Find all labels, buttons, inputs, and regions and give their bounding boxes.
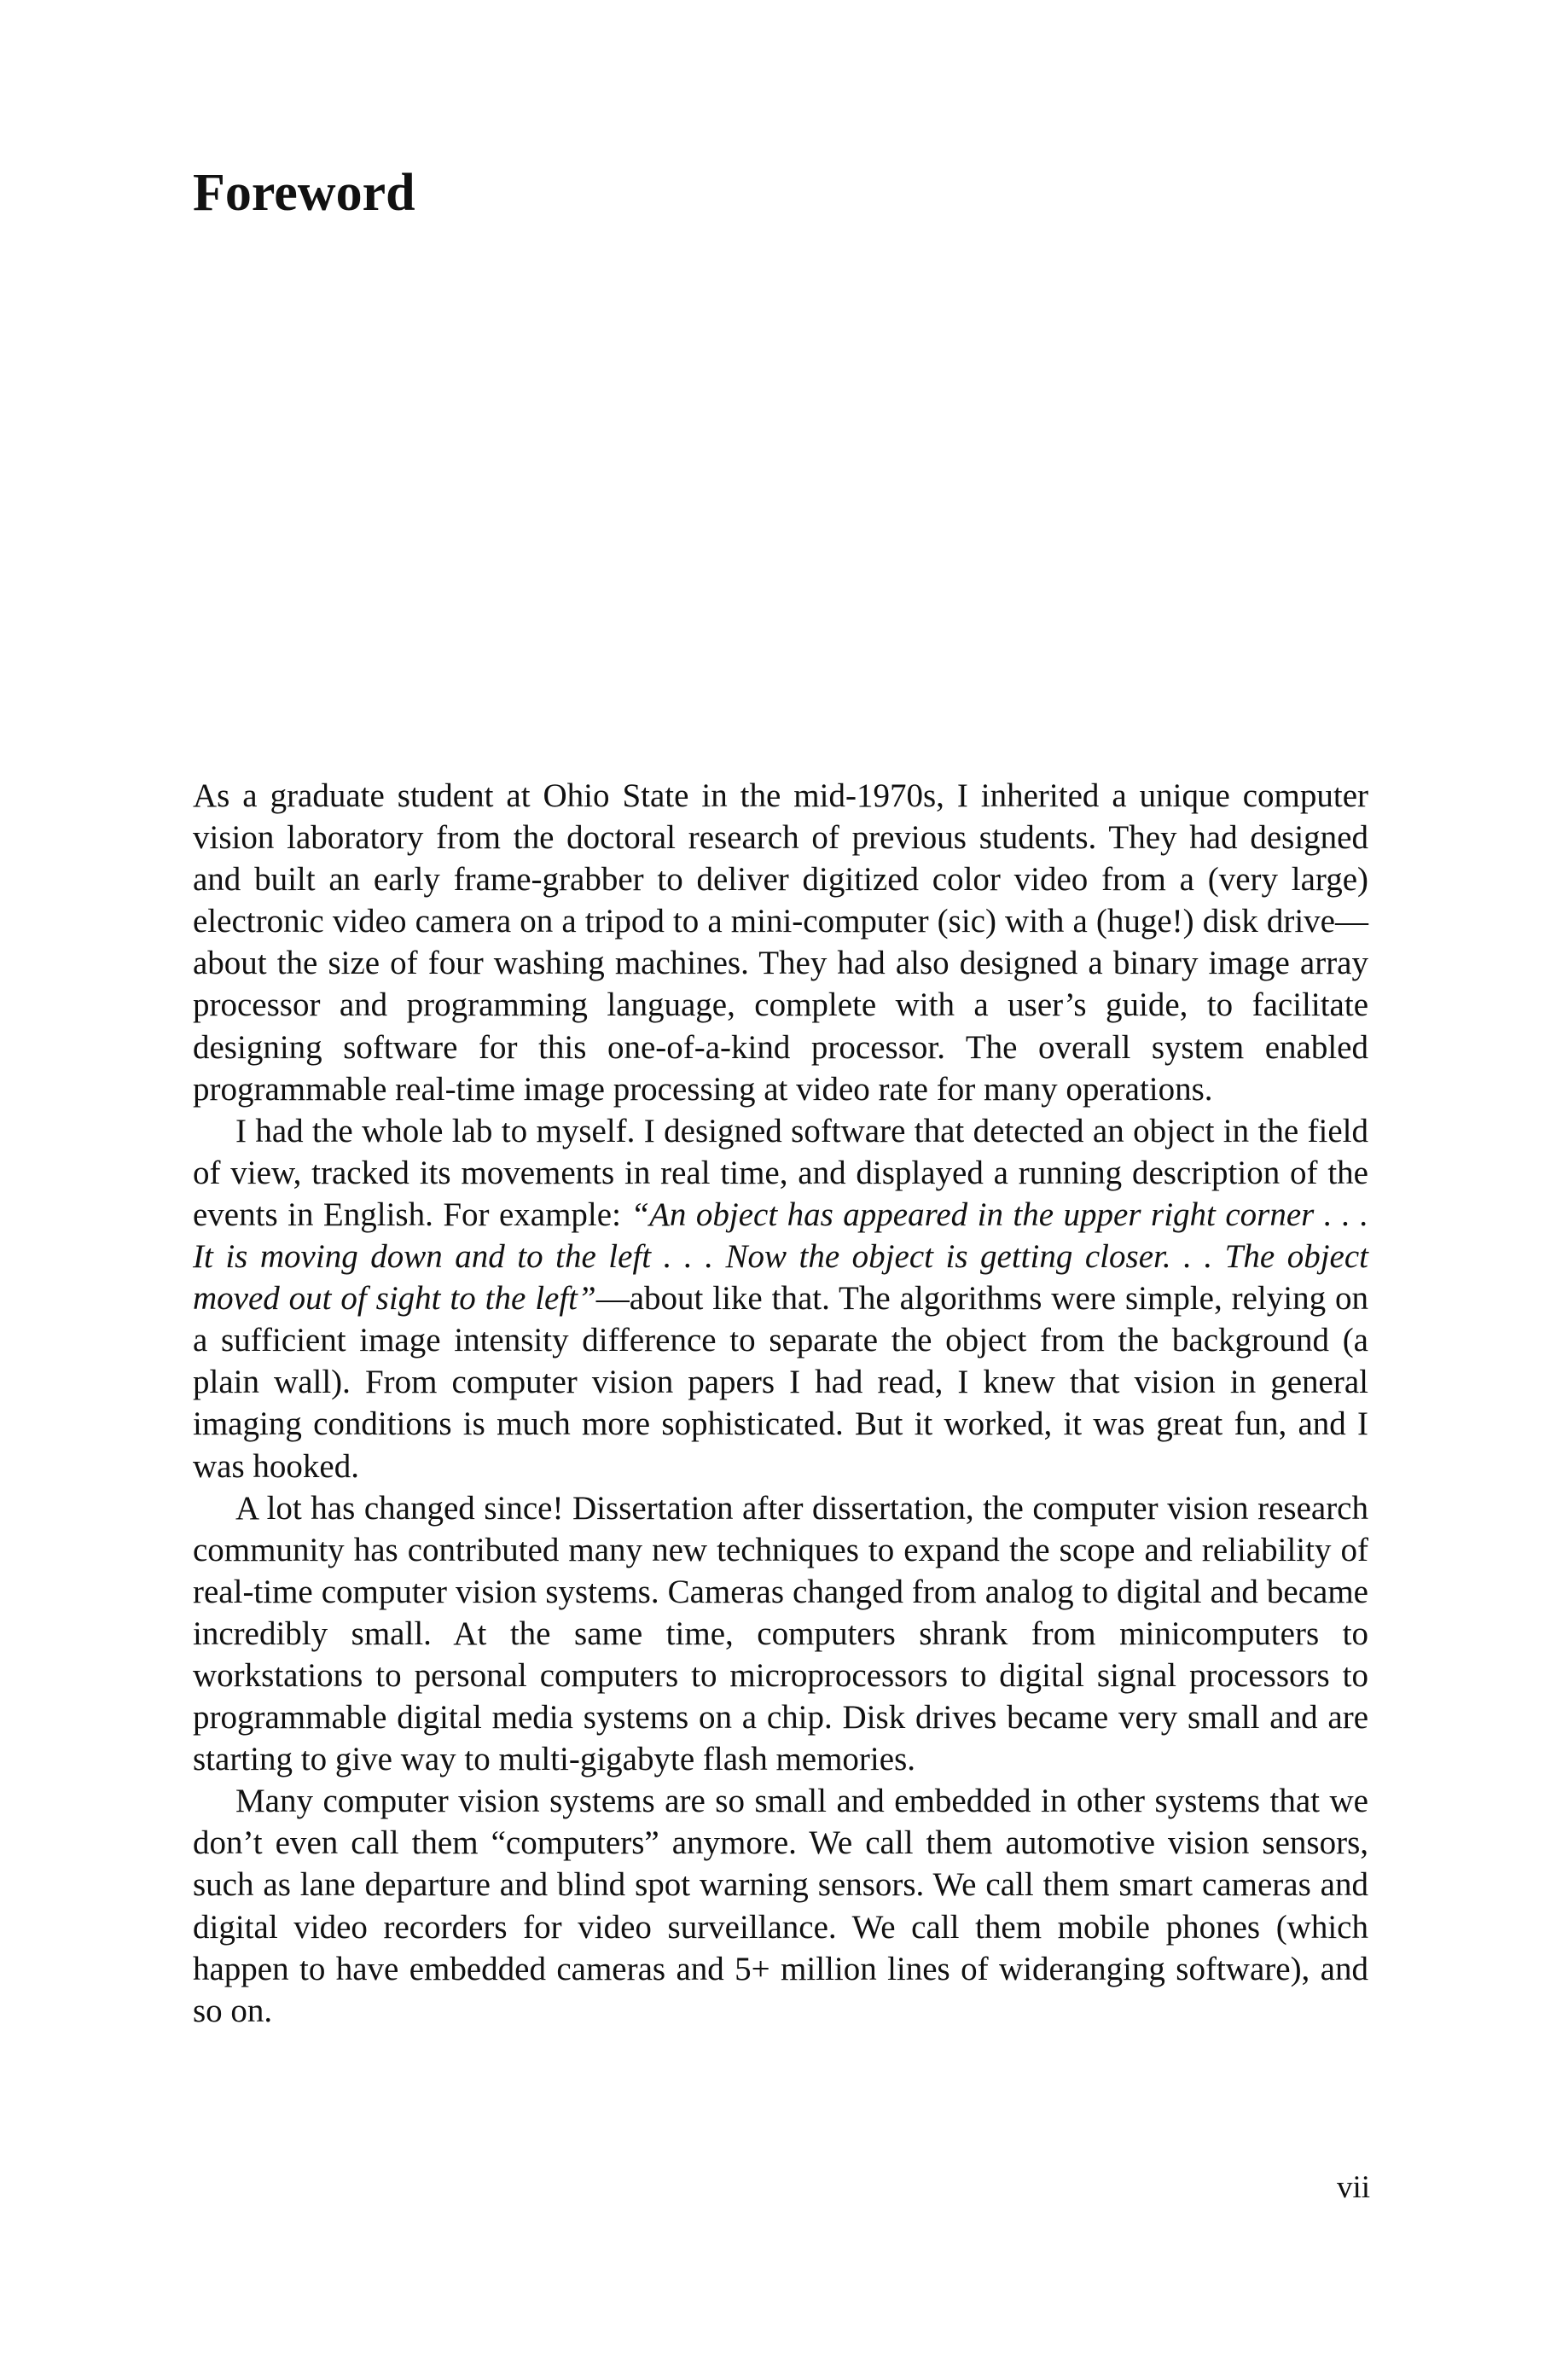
foreword-body <box>193 775 1368 2032</box>
paragraph-3: A lot has changed since! Dissertation after dissertation, the computer vision research community has contributed many new techniques to expand the scope and reliability of real-time computer vision systems. Cameras changed from analog to digital and became incredibly small. At the same time, computers shrank from minicomputers to workstations to personal computers to microprocessors to digital signal processors to programmable digital media systems on a chip. Disk drives became very small and are starting to give way to multi-gigabyte flash memories. <box>193 1489 1368 1778</box>
paragraph-2-text-b: —about like that. The algorithms were simple, relying on a sufficient image intensity difference to separate the object from the background (a plain wall). From computer vision papers I had read, I knew that vision in general imaging conditions is much more sophisticated. But it worked, it was great fun, and I was hooked. <box>193 1280 1368 1485</box>
paragraph-2 <box>193 1110 1368 1487</box>
paragraph-4: Many computer vision systems are so small and embedded in other systems that we don’t even call them “computers” anymore. We call them automotive vision sensors, such as lane departure and blind spot warning sensors. We call them smart cameras and digital video recorders for video surveillance. We call them mobile phones (which happen to have embedded cameras and 5+ million lines of wideranging software), and so on. <box>193 1783 1368 2029</box>
page-title: Foreword <box>193 164 415 222</box>
paragraph-2-quote: “An object has appeared in the upper right corner . . . It is moving down and to the left . . . Now the object is getting closer. . . The object moved out of sight to the left” <box>193 1196 1368 1318</box>
page-number: vii <box>1336 2170 1370 2205</box>
paragraph-2-text-a: I had the whole lab to myself. I designed software that detected an object in the field of view, tracked its movements in real time, and displayed a running description of the events in English. For example: <box>193 1112 1368 1233</box>
paragraph-1: As a graduate student at Ohio State in the mid-1970s, I inherited a unique computer vision laboratory from the doctoral research of previous students. They had designed and built an early frame-grabber to deliver digitized color video from a (very large) electronic video camera on a tripod to a mini-computer (sic) with a (huge!) disk drive—about the size of four washing machines. They had also designed a binary image array processor and programming language, complete with a user’s guide, to facilitate designing software for this one-of-a-kind processor. The overall system enabled programmable real-time image processing at video rate for many operations. <box>193 777 1368 1108</box>
